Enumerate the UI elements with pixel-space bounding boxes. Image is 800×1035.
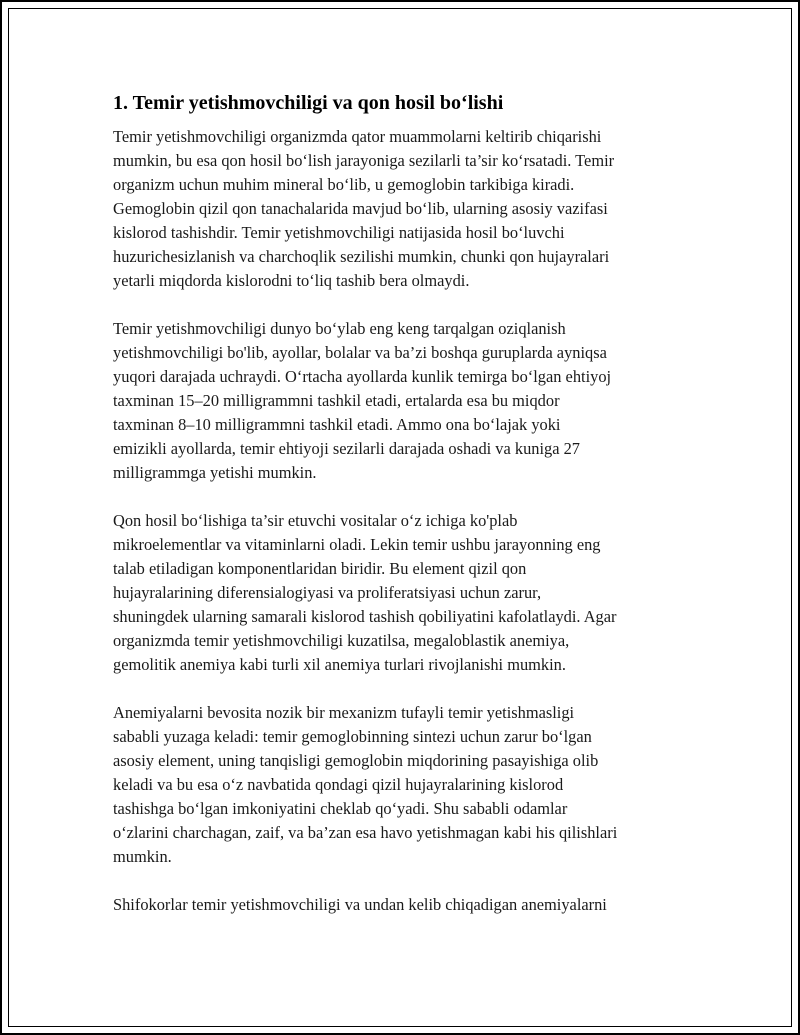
text-line: shuningdek ularning samarali kislorod tashish qobiliyatini kafolatlaydi. Agar [113, 607, 617, 626]
text-line: sababli yuzaga keladi: temir gemoglobinning sintezi uchun zarur bo‘lgan [113, 727, 592, 746]
text-line: keladi va bu esa o‘z navbatida qondagi qizil hujayralarining kislorod [113, 775, 564, 794]
text-line: talab etiladigan komponentlaridan biridir. Bu element qizil qon [113, 559, 527, 578]
text-line: Shifokorlar temir yetishmovchiligi va undan kelib chiqadigan anemiyalarni [113, 895, 607, 914]
text-line: kislorod tashishdir. Temir yetishmovchiligi natijasida hosil bo‘luvchi [113, 223, 565, 242]
text-line: emizikli ayollarda, temir ehtiyoji sezilarli darajada oshadi va kuniga 27 [113, 439, 580, 458]
text-line: organizmda temir yetishmovchiligi kuzatilsa, megaloblastik anemiya, [113, 631, 570, 650]
paragraph-3 [113, 509, 703, 677]
text-line: organizm uchun muhim mineral bo‘lib, u gemoglobin tarkibiga kiradi. [113, 175, 575, 194]
text-line: mumkin, bu esa qon hosil bo‘lish jarayoniga sezilarli ta’sir ko‘rsatadi. Temir [113, 151, 615, 170]
paragraph-4 [113, 701, 703, 869]
paragraph-1 [113, 125, 703, 293]
text-line: huzurichesizlanish va charchoqlik sezilishi mumkin, chunki qon hujayralari [113, 247, 610, 266]
text-line: mumkin. [113, 847, 172, 866]
text-line: Gemoglobin qizil qon tanachalarida mavjud bo‘lib, ularning asosiy vazifasi [113, 199, 608, 218]
document-body [113, 90, 703, 941]
text-line: hujayralarining diferensialogiyasi va proliferatsiyasi uchun zarur, [113, 583, 542, 602]
text-line: Qon hosil bo‘lishiga ta’sir etuvchi vositalar o‘z ichiga ko'plab [113, 511, 518, 530]
paragraph-2 [113, 317, 703, 485]
text-line: taxminan 15–20 milligrammni tashkil etadi, ertalarda esa bu miqdor [113, 391, 560, 410]
text-line: o‘zlarini charchagan, zaif, va ba’zan esa havo yetishmagan kabi his qilishlari [113, 823, 618, 842]
text-line: yuqori darajada uchraydi. O‘rtacha ayollarda kunlik temirga bo‘lgan ehtiyoj [113, 367, 612, 386]
text-line: taxminan 8–10 milligrammni tashkil etadi. Ammo ona bo‘lajak yoki [113, 415, 561, 434]
text-line: tashishga bo‘lgan imkoniyatini cheklab qo‘yadi. Shu sababli odamlar [113, 799, 568, 818]
paragraph-5 [113, 893, 703, 917]
text-line: asosiy element, uning tanqisligi gemoglobin miqdorining pasayishiga olib [113, 751, 599, 770]
text-line: Anemiyalarni bevosita nozik bir mexanizm tufayli temir yetishmasligi [113, 703, 575, 722]
section-heading: 1. Temir yetishmovchiligi va qon hosil bo‘lishi [113, 92, 504, 114]
text-line: yetarli miqdorda kislorodni to‘liq tashib bera olmaydi. [113, 271, 470, 290]
text-line: milligrammga yetishi mumkin. [113, 463, 317, 482]
text-line: Temir yetishmovchiligi organizmda qator muammolarni keltirib chiqarishi [113, 127, 602, 146]
text-line: Temir yetishmovchiligi dunyo bo‘ylab eng keng tarqalgan oziqlanish [113, 319, 566, 338]
text-line: yetishmovchiligi bo'lib, ayollar, bolalar va ba’zi boshqa guruplarda ayniqsa [113, 343, 607, 362]
text-line: mikroelementlar va vitaminlarni oladi. Lekin temir ushbu jarayonning eng [113, 535, 601, 554]
text-line: gemolitik anemiya kabi turli xil anemiya turlari rivojlanishi mumkin. [113, 655, 566, 674]
